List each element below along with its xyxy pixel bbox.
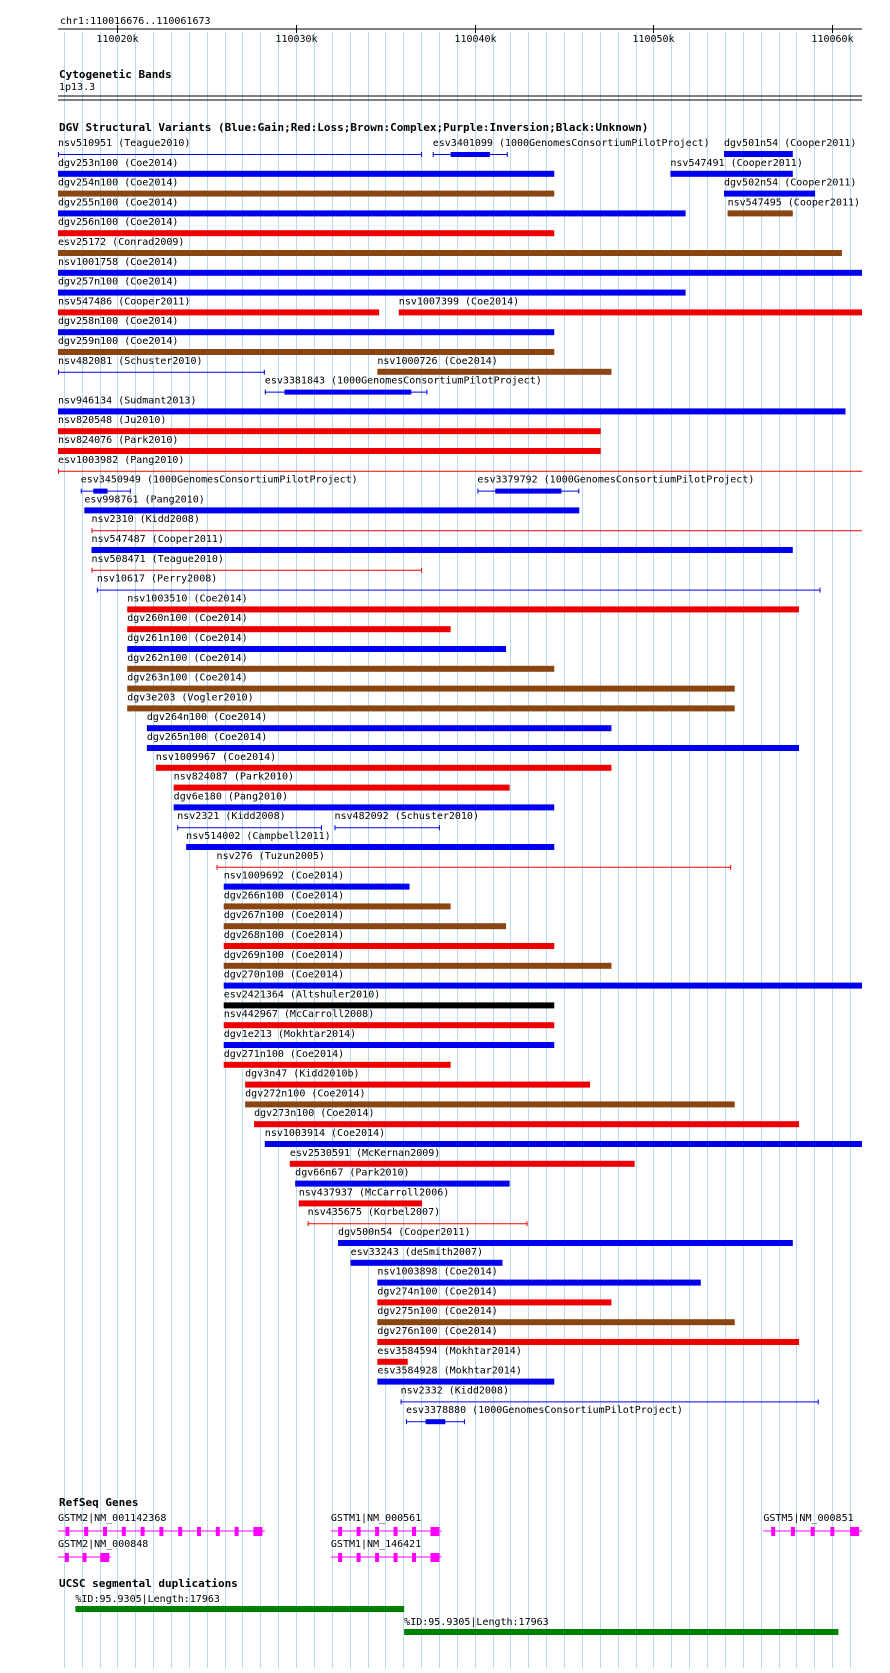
- feature-label: dgv257n100 (Coe2014): [58, 276, 179, 288]
- variant-bar[interactable]: [58, 290, 686, 296]
- feature-label: dgv255n100 (Coe2014): [58, 197, 179, 209]
- feature-label: esv25172 (Conrad2009): [58, 237, 185, 248]
- refseq-gene[interactable]: [331, 1513, 442, 1536]
- variant-bar[interactable]: [351, 1260, 503, 1266]
- gene-exon: [141, 1527, 145, 1536]
- variant-bar[interactable]: [254, 1121, 799, 1127]
- variant-bar[interactable]: [147, 745, 799, 751]
- dgv-feature[interactable]: [58, 138, 422, 157]
- dgv-feature[interactable]: [127, 633, 506, 652]
- variant-bar[interactable]: [728, 210, 793, 216]
- feature-label: dgv260n100 (Coe2014): [127, 613, 248, 625]
- segdup-feature[interactable]: [404, 1617, 838, 1635]
- dgv-feature[interactable]: [58, 435, 601, 454]
- ruler-tick-label: 110060k: [811, 34, 854, 45]
- feature-label: nsv508471 (Teague2010): [91, 553, 224, 565]
- variant-core: [426, 1419, 446, 1424]
- variant-bar[interactable]: [377, 1319, 734, 1325]
- feature-label: dgv276n100 (Coe2014): [377, 1326, 498, 1337]
- gene-exon: [394, 1553, 398, 1562]
- feature-label: nsv435675 (Korbel2007): [307, 1207, 441, 1219]
- feature-label: nsv2310 (Kidd2008): [91, 514, 200, 526]
- feature-label: esv3584928 (Mokhtar2014): [377, 1365, 522, 1377]
- feature-label: dgv259n100 (Coe2014): [58, 336, 179, 347]
- feature-label: nsv820548 (Ju2010): [58, 415, 167, 427]
- variant-bar[interactable]: [245, 1101, 735, 1107]
- gene-label: GSTM1|NM_000561: [330, 1513, 422, 1524]
- variant-core: [284, 390, 411, 395]
- variant-bar[interactable]: [224, 923, 506, 929]
- variant-bar[interactable]: [127, 626, 450, 632]
- refseq-gene[interactable]: [58, 1539, 148, 1562]
- variant-bar[interactable]: [377, 1379, 554, 1385]
- feature-label: dgv275n100 (Coe2014): [377, 1306, 498, 1318]
- variant-bar[interactable]: [58, 448, 601, 454]
- feature-label: dgv3e203 (Vogler2010): [127, 692, 254, 704]
- dgv-feature[interactable]: [58, 257, 862, 276]
- dgv-feature[interactable]: [84, 494, 579, 513]
- feature-label: esv33243 (deSmith2007): [350, 1246, 484, 1258]
- dgv-feature[interactable]: [91, 554, 422, 573]
- segdup-bar[interactable]: [75, 1606, 404, 1612]
- feature-label: dgv258n100 (Coe2014): [58, 316, 179, 328]
- dgv-feature[interactable]: [308, 1207, 528, 1226]
- feature-label: nsv824087 (Park2010): [173, 771, 295, 783]
- feature-label: nsv1001758 (Coe2014): [58, 256, 179, 268]
- variant-bar[interactable]: [58, 171, 554, 177]
- ruler-tick-label: 110030k: [275, 34, 318, 45]
- dgv-feature[interactable]: [399, 296, 862, 315]
- variant-bar[interactable]: [338, 1240, 793, 1246]
- variant-bar[interactable]: [224, 963, 612, 969]
- feature-label: nsv2321 (Kidd2008): [177, 811, 286, 823]
- variant-bar[interactable]: [58, 210, 686, 216]
- feature-label: nsv442967 (McCarroll2008): [223, 1009, 375, 1021]
- track-title-segdup: UCSC segmental duplications: [59, 1577, 238, 1590]
- gene-exon: [100, 1553, 109, 1562]
- feature-label: nsv824076 (Park2010): [58, 435, 179, 446]
- variant-bar[interactable]: [224, 1022, 555, 1028]
- feature-label: dgv269n100 (Coe2014): [223, 949, 345, 961]
- gene-exon: [65, 1553, 69, 1562]
- feature-label: esv3381843 (1000GenomesConsortiumPilotProject): [264, 375, 542, 387]
- gene-exon: [357, 1527, 361, 1536]
- dgv-feature[interactable]: [433, 138, 710, 157]
- variant-bar[interactable]: [127, 606, 799, 612]
- feature-label: esv3450949 (1000GenomesConsortiumPilotProject): [80, 474, 358, 486]
- segdup-track[interactable]: [59, 1577, 838, 1635]
- variant-bar[interactable]: [245, 1082, 590, 1088]
- feature-label: nsv1003914 (Coe2014): [264, 1128, 386, 1139]
- dgv-feature[interactable]: [670, 158, 802, 177]
- dgv-feature[interactable]: [377, 1366, 554, 1385]
- variant-bar[interactable]: [91, 547, 792, 553]
- dgv-feature[interactable]: [377, 356, 611, 375]
- variant-bar[interactable]: [290, 1161, 635, 1167]
- feature-label: dgv256n100 (Coe2014): [58, 217, 179, 229]
- feature-label: dgv262n100 (Coe2014): [127, 652, 248, 664]
- feature-label: dgv66n67 (Park2010): [295, 1167, 410, 1179]
- feature-label: dgv272n100 (Coe2014): [245, 1088, 366, 1100]
- dgv-feature[interactable]: [377, 1286, 611, 1305]
- dgv-feature[interactable]: [406, 1405, 683, 1424]
- variant-bar[interactable]: [127, 686, 735, 692]
- segdup-bar[interactable]: [404, 1629, 838, 1635]
- feature-label: dgv268n100 (Coe2014): [223, 930, 345, 941]
- gene-exon: [375, 1527, 379, 1536]
- gene-exon: [850, 1527, 859, 1536]
- feature-label: nsv1009692 (Coe2014): [223, 870, 345, 882]
- dgv-feature[interactable]: [299, 1187, 450, 1206]
- feature-label: esv3401099 (1000GenomesConsortiumPilotProject): [432, 138, 710, 149]
- variant-bar[interactable]: [377, 1339, 799, 1345]
- variant-bar[interactable]: [224, 943, 555, 949]
- feature-label: nsv514002 (Campbell2011): [186, 831, 331, 842]
- dgv-feature[interactable]: [58, 217, 554, 236]
- dgv-feature[interactable]: [224, 890, 451, 909]
- gene-exon: [791, 1527, 795, 1536]
- gene-exon: [771, 1527, 775, 1536]
- variant-bar[interactable]: [58, 329, 554, 335]
- dgv-feature[interactable]: [186, 831, 554, 850]
- variant-bar[interactable]: [58, 408, 846, 414]
- track-title-dgv: DGV Structural Variants (Blue:Gain;Red:Loss;Brown:Complex;Purple:Inversion;Black:Unknown): [59, 121, 649, 134]
- dgv-feature[interactable]: [147, 732, 799, 751]
- dgv-feature[interactable]: [245, 1069, 590, 1088]
- dgv-feature[interactable]: [127, 673, 735, 692]
- dgv-feature[interactable]: [58, 455, 862, 474]
- dgv-feature[interactable]: [224, 910, 506, 929]
- dgv-feature[interactable]: [81, 475, 358, 494]
- variant-bar[interactable]: [377, 1280, 700, 1286]
- feature-label: nsv1000726 (Coe2014): [377, 355, 498, 367]
- feature-label: dgv261n100 (Coe2014): [127, 633, 248, 644]
- dgv-feature[interactable]: [224, 1049, 451, 1068]
- segdup-label: %ID:95.9305|Length:17963: [75, 1594, 220, 1605]
- feature-label: dgv254n100 (Coe2014): [58, 177, 179, 189]
- variant-bar[interactable]: [58, 250, 842, 256]
- gene-exon: [84, 1527, 88, 1536]
- variant-bar[interactable]: [58, 309, 379, 315]
- segdup-feature[interactable]: [75, 1594, 404, 1612]
- dgv-feature[interactable]: [254, 1108, 799, 1127]
- variant-bar[interactable]: [58, 191, 554, 197]
- gene-label: GSTM1|NM_146421: [330, 1539, 422, 1550]
- gene-exon: [122, 1527, 126, 1536]
- variant-bar[interactable]: [724, 191, 815, 197]
- gene-exon: [65, 1527, 69, 1536]
- coordinate-label: chr1:110016676..110061673: [60, 16, 211, 27]
- dgv-feature[interactable]: [224, 1029, 555, 1048]
- variant-bar[interactable]: [186, 844, 554, 850]
- dgv-feature[interactable]: [224, 970, 862, 989]
- variant-bar[interactable]: [127, 705, 735, 711]
- feature-label: esv2421364 (Altshuler2010): [223, 989, 381, 1001]
- dgv-feature[interactable]: [156, 752, 612, 771]
- variant-bar[interactable]: [299, 1200, 422, 1206]
- variant-bar[interactable]: [58, 270, 862, 276]
- feature-label: esv998761 (Pang2010): [84, 494, 205, 506]
- feature-label: dgv267n100 (Coe2014): [223, 910, 345, 922]
- dgv-feature[interactable]: [127, 593, 799, 612]
- feature-label: dgv1e213 (Mokhtar2014): [223, 1029, 357, 1040]
- track-title-cytoband: Cytogenetic Bands: [59, 68, 172, 81]
- variant-bar[interactable]: [224, 1062, 451, 1068]
- variant-bar[interactable]: [224, 983, 862, 989]
- feature-label: nsv482081 (Schuster2010): [58, 355, 203, 367]
- feature-label: dgv263n100 (Coe2014): [127, 672, 248, 684]
- dgv-feature[interactable]: [477, 475, 754, 494]
- variant-core: [93, 489, 107, 494]
- gene-exon: [338, 1527, 342, 1536]
- dgv-track[interactable]: [58, 121, 862, 1424]
- variant-bar[interactable]: [377, 1359, 407, 1365]
- dgv-feature[interactable]: [377, 1326, 799, 1345]
- gene-exon: [103, 1527, 107, 1536]
- variant-bar[interactable]: [174, 785, 510, 791]
- feature-label: dgv271n100 (Coe2014): [223, 1048, 345, 1060]
- feature-label: esv1003982 (Pang2010): [58, 454, 185, 466]
- dgv-feature[interactable]: [58, 316, 554, 335]
- feature-label: nsv510951 (Teague2010): [58, 138, 191, 149]
- dgv-feature[interactable]: [377, 1267, 700, 1286]
- dgv-feature[interactable]: [58, 415, 601, 434]
- gene-exon: [338, 1553, 342, 1562]
- variant-bar[interactable]: [84, 507, 579, 513]
- feature-label: esv2530591 (McKernan2009): [289, 1147, 441, 1159]
- feature-label: dgv3n47 (Kidd2010b): [245, 1068, 360, 1080]
- feature-label: nsv946134 (Sudmant2013): [58, 395, 197, 407]
- feature-label: dgv266n100 (Coe2014): [223, 890, 345, 902]
- gene-exon: [197, 1527, 201, 1536]
- dgv-feature[interactable]: [127, 653, 554, 672]
- gene-exon: [216, 1527, 220, 1536]
- dgv-feature[interactable]: [177, 811, 322, 830]
- dgv-feature[interactable]: [58, 336, 554, 355]
- variant-bar[interactable]: [377, 1299, 611, 1305]
- variant-bar[interactable]: [224, 903, 451, 909]
- dgv-feature[interactable]: [224, 1009, 555, 1028]
- dgv-feature[interactable]: [58, 356, 265, 375]
- gene-exon: [253, 1527, 262, 1536]
- gene-exon: [159, 1527, 163, 1536]
- variant-bar[interactable]: [670, 171, 792, 177]
- feature-label: dgv501n54 (Cooper2011): [724, 138, 857, 149]
- dgv-feature[interactable]: [377, 1346, 522, 1365]
- gene-exon: [235, 1527, 239, 1536]
- track-title-refseq: RefSeq Genes: [59, 1496, 139, 1509]
- dgv-feature[interactable]: [58, 296, 379, 315]
- ruler-tick-label: 110050k: [632, 34, 675, 45]
- dgv-feature[interactable]: [265, 1128, 862, 1147]
- segdup-label: %ID:95.9305|Length:17963: [404, 1617, 549, 1628]
- gene-exon: [811, 1527, 815, 1536]
- variant-bar[interactable]: [224, 1002, 555, 1008]
- variant-bar[interactable]: [399, 309, 862, 315]
- gene-exon: [394, 1527, 398, 1536]
- feature-label: dgv270n100 (Coe2014): [223, 969, 345, 981]
- gene-label: GSTM5|NM_000851: [763, 1513, 854, 1524]
- ruler: [58, 16, 862, 45]
- dgv-feature[interactable]: [174, 791, 555, 810]
- feature-label: dgv253n100 (Coe2014): [58, 157, 179, 169]
- refseq-gene[interactable]: [763, 1513, 862, 1536]
- variant-bar[interactable]: [156, 765, 612, 771]
- gene-exon: [357, 1553, 361, 1562]
- feature-label: dgv264n100 (Coe2014): [146, 712, 268, 724]
- feature-label: esv3379792 (1000GenomesConsortiumPilotProject): [477, 474, 755, 486]
- feature-label: nsv547487 (Cooper2011): [91, 534, 224, 545]
- feature-label: nsv10617 (Perry2008): [96, 573, 218, 585]
- refseq-gene[interactable]: [58, 1513, 265, 1536]
- refseq-gene[interactable]: [331, 1539, 442, 1562]
- dgv-feature[interactable]: [147, 712, 612, 731]
- gene-label: GSTM2|NM_001142368: [58, 1513, 167, 1524]
- dgv-feature[interactable]: [174, 772, 510, 791]
- dgv-feature[interactable]: [351, 1247, 503, 1266]
- ruler-tick-label: 110040k: [454, 34, 497, 45]
- gene-exon: [375, 1553, 379, 1562]
- dgv-feature[interactable]: [58, 178, 554, 197]
- dgv-feature[interactable]: [58, 158, 554, 177]
- dgv-feature[interactable]: [377, 1306, 734, 1325]
- dgv-feature[interactable]: [401, 1385, 819, 1404]
- gene-exon: [178, 1527, 182, 1536]
- variant-bar[interactable]: [127, 646, 506, 652]
- feature-label: nsv276 (Tuzun2005): [216, 850, 325, 862]
- variant-bar[interactable]: [295, 1181, 509, 1187]
- variant-bar[interactable]: [58, 230, 554, 236]
- feature-label: dgv265n100 (Coe2014): [146, 732, 268, 743]
- dgv-feature[interactable]: [91, 534, 792, 553]
- feature-label: dgv273n100 (Coe2014): [254, 1108, 375, 1120]
- feature-label: nsv482092 (Schuster2010): [334, 811, 479, 823]
- gene-exon: [830, 1527, 834, 1536]
- refseq-track[interactable]: [58, 1496, 862, 1562]
- dgv-feature[interactable]: [245, 1088, 735, 1107]
- variant-bar[interactable]: [724, 151, 793, 157]
- gene-exon: [430, 1527, 439, 1536]
- dgv-feature[interactable]: [58, 237, 842, 256]
- dgv-feature[interactable]: [58, 197, 686, 216]
- variant-bar[interactable]: [58, 428, 601, 434]
- feature-label: dgv500n54 (Cooper2011): [338, 1227, 471, 1238]
- dgv-feature[interactable]: [295, 1168, 509, 1187]
- feature-label: dgv274n100 (Coe2014): [377, 1286, 498, 1298]
- feature-label: nsv437937 (McCarroll2006): [298, 1187, 450, 1199]
- dgv-feature[interactable]: [58, 395, 846, 414]
- feature-label: esv3378880 (1000GenomesConsortiumPilotProject): [405, 1405, 683, 1417]
- dgv-feature[interactable]: [724, 138, 856, 157]
- variant-bar[interactable]: [224, 1042, 555, 1048]
- feature-label: nsv1007399 (Coe2014): [398, 296, 520, 308]
- variant-core: [451, 152, 490, 157]
- dgv-feature[interactable]: [224, 989, 555, 1008]
- variant-bar[interactable]: [147, 725, 612, 731]
- dgv-feature[interactable]: [97, 574, 821, 593]
- feature-label: nsv1009967 (Coe2014): [155, 751, 277, 763]
- variant-bar[interactable]: [265, 1141, 862, 1147]
- dgv-feature[interactable]: [338, 1227, 793, 1246]
- cytoband-label: 1p13.3: [59, 82, 96, 93]
- dgv-feature[interactable]: [724, 178, 856, 197]
- variant-core: [495, 489, 561, 494]
- gene-exon: [412, 1527, 416, 1536]
- variant-bar[interactable]: [224, 884, 410, 890]
- dgv-feature[interactable]: [728, 197, 860, 216]
- dgv-feature[interactable]: [224, 871, 410, 890]
- ruler-tick-label: 110020k: [96, 34, 139, 45]
- cytoband-track[interactable]: [58, 68, 862, 100]
- dgv-feature[interactable]: [127, 692, 735, 711]
- feature-label: nsv1003898 (Coe2014): [377, 1266, 498, 1278]
- dgv-feature[interactable]: [265, 376, 542, 395]
- dgv-feature[interactable]: [127, 613, 450, 632]
- feature-label: nsv1003510 (Coe2014): [127, 593, 248, 605]
- gene-exon: [430, 1553, 439, 1562]
- feature-label: esv3584594 (Mokhtar2014): [377, 1345, 522, 1357]
- feature-label: nsv547486 (Cooper2011): [58, 296, 191, 308]
- gene-exon: [83, 1553, 87, 1562]
- feature-label: dgv6e180 (Pang2010): [173, 791, 289, 803]
- feature-label: nsv2332 (Kidd2008): [400, 1385, 509, 1397]
- dgv-feature[interactable]: [58, 277, 686, 296]
- gene-exon: [412, 1553, 416, 1562]
- feature-label: nsv547491 (Cooper2011): [670, 157, 803, 169]
- variant-bar[interactable]: [58, 349, 554, 355]
- dgv-feature[interactable]: [224, 930, 555, 949]
- feature-label: dgv502n54 (Cooper2011): [724, 177, 857, 189]
- variant-bar[interactable]: [127, 666, 554, 672]
- variant-bar[interactable]: [174, 804, 555, 810]
- feature-label: nsv547495 (Cooper2011): [727, 197, 861, 209]
- dgv-feature[interactable]: [224, 950, 612, 969]
- variant-bar[interactable]: [377, 369, 611, 375]
- gene-label: GSTM2|NM_000848: [58, 1539, 149, 1550]
